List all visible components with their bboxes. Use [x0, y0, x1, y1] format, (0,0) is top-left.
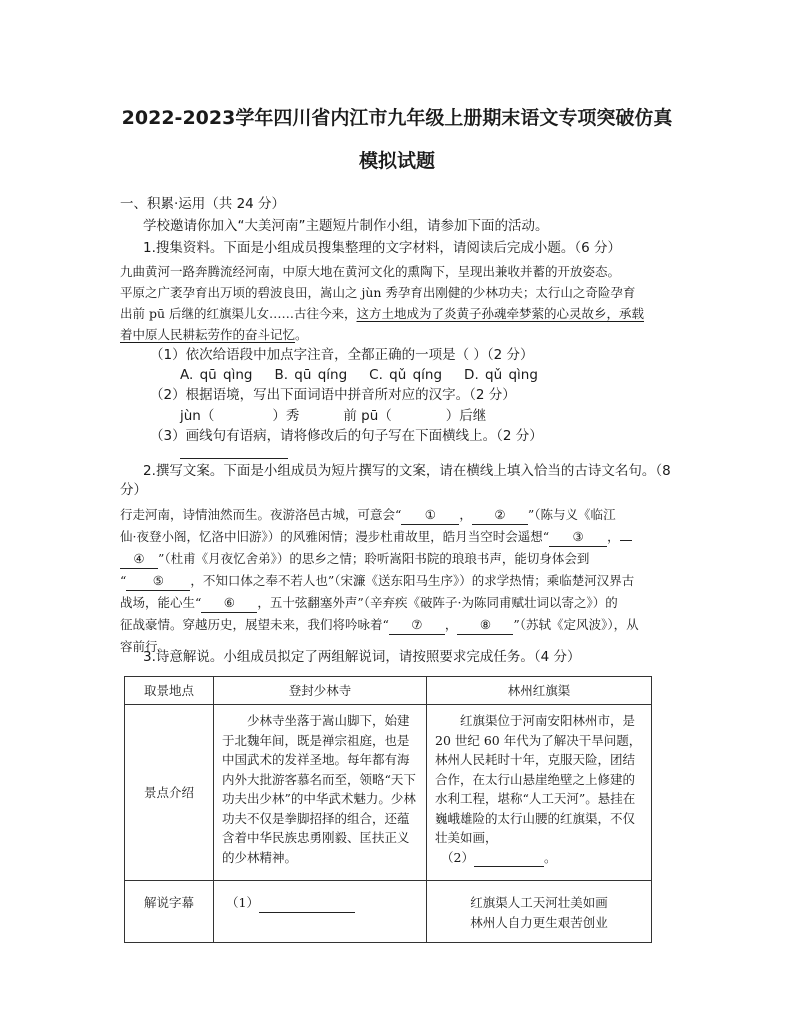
header-hongqiqu: 林州红旗渠: [427, 677, 652, 705]
blank-6[interactable]: ⑥: [201, 594, 257, 613]
answer-line[interactable]: [180, 458, 288, 459]
copy-line-6: [120, 616, 639, 635]
copy-text: ”（苏轼《定风波》），从: [513, 617, 639, 632]
copy-text: ，五十弦翻塞外声”（辛弃疾《破阵子·为陈同甫赋壮词以寄之》）的: [257, 595, 618, 610]
copy-text: ”（陈与义《临江: [527, 507, 616, 522]
caption-line-1: 红旗渠人工天河壮美如画: [470, 895, 608, 910]
option-b[interactable]: B. qū qíng: [274, 367, 348, 383]
copy-text: ，: [607, 529, 620, 544]
blank-4[interactable]: ④: [120, 550, 158, 569]
passage-line-2: 平原之广袤孕育出万顷的碧波良田，嵩山之 jùn 秀孕育出刚健的少林功夫；太行山之奇险孕育: [120, 285, 636, 300]
blank-4-start[interactable]: [620, 540, 632, 541]
hongqiqu-blank-row: [427, 848, 651, 874]
underlined-sentence: 这方土地成为了炎黄子孙魂牵梦萦的心灵故乡，承载: [356, 306, 645, 321]
blank-2-label: （2）: [441, 849, 474, 865]
option-d[interactable]: D. qǔ qìng: [464, 367, 538, 383]
question-1-prompt: 1.搜集资料。下面是小组成员搜集整理的文字材料，请阅读后完成小题。（6 分）: [143, 240, 622, 256]
underlined-sentence-end: 着中原人民耕耘劳作的奋斗记忆: [120, 327, 296, 342]
copy-text: 征战豪情。穿越历史，展望未来，我们将吟咏着“: [120, 617, 389, 632]
caption-blank-cell: [214, 881, 427, 943]
row-caption-label: 解说字幕: [125, 881, 214, 943]
pinyin-jun: jùn（: [180, 408, 215, 424]
blank-1[interactable]: ①: [401, 506, 459, 525]
sub-question-2: （2）根据语境，写出下面词语中拼音所对应的汉字。（2 分）: [150, 387, 516, 403]
section-intro: 学校邀请你加入“大美河南”主题短片制作小组，请参加下面的活动。: [143, 218, 549, 234]
copy-text: ，不知口体之奉不若人也”（宋濂《送东阳马生序》）的求学热情；乘临楚河汉界古: [190, 573, 635, 588]
copy-line-7: 容前行。: [120, 639, 171, 654]
blank-2-period: 。: [543, 849, 557, 865]
section-heading: 一、积累·运用（共 24 分）: [120, 196, 286, 212]
option-a[interactable]: A. qū qìng: [180, 367, 253, 383]
option-c[interactable]: C. qǔ qíng: [369, 367, 443, 383]
row-intro-label: 景点介绍: [125, 705, 214, 881]
caption-line-2: 林州人自力更生艰苦创业: [470, 914, 608, 930]
shaolin-intro-cell: [214, 705, 427, 881]
question-2-prompt-cont: 分）: [120, 482, 147, 498]
copy-text: ，: [444, 617, 458, 632]
copy-line-1: [120, 506, 616, 525]
passage-line-3: [120, 305, 644, 323]
copy-line-2: [120, 528, 632, 547]
commentary-table: [124, 676, 652, 943]
caption-blank-line[interactable]: [259, 898, 355, 913]
copy-line-3: [120, 550, 589, 569]
sub-question-1: （1）依次给语段中加点字注音，全都正确的一项是（ ）（2 分）: [150, 347, 534, 363]
copy-text: ”（杜甫《月夜忆舍弟》）的思乡之情；聆听嵩阳书院的琅琅书声，能切身体会到: [158, 551, 590, 566]
question-3-prompt: 3.诗意解说。小组成员拟定了两组解说词，请按照要求完成任务。（4 分）: [143, 649, 581, 665]
passage-line-4: [120, 326, 308, 344]
page-title: 2022-2023学年四川省内江市九年级上册期末语文专项突破仿真: [121, 107, 673, 129]
copy-text: “: [120, 573, 127, 588]
copy-line-5: [120, 594, 618, 613]
hongqiqu-intro: 红旗渠位于河南安阳林州市，是 20 世纪 60 年代为了解决干旱问题，林州人民耗时十年，克服天险，团结合作，在太行山悬崖绝壁之上修建的水利工程，堪称“人工天河”。悬挂在巍峨雄险的太行山腰的红旗渠，不仅壮美如画，: [435, 713, 642, 845]
page-subtitle: 模拟试题: [358, 150, 435, 172]
passage-period: 。: [295, 327, 308, 342]
copy-line-4: [120, 572, 634, 591]
copy-text: ，: [459, 507, 472, 522]
caption-blank-label: （1）: [226, 895, 259, 910]
blank-7[interactable]: ⑦: [389, 616, 445, 635]
blank-8[interactable]: ⑧: [457, 616, 513, 635]
passage-text: 出前 pū 后继的红旗渠儿女……古往今来，: [120, 306, 357, 321]
options-row: [180, 366, 538, 384]
shaolin-intro: 少林寺坐落于嵩山脚下，始建于北魏年间，既是禅宗祖庭，也是中国武术的发祥圣地。每年都有海内外大批游客慕名而至，领略“天下功夫出少林”的中华武术魅力。少林功夫不仅是拳脚招择的组合，还蕴含着中华民族忠勇刚毅、匡扶正义的少林精神。: [222, 713, 416, 865]
blank-5[interactable]: ⑤: [126, 572, 190, 591]
blank-2-line[interactable]: [474, 852, 544, 867]
hongqiqu-intro-cell: [427, 705, 652, 881]
pinyin-blanks-row: [180, 407, 486, 425]
blank-3[interactable]: ③: [549, 528, 607, 547]
copy-text: 战场，能心生“: [120, 595, 202, 610]
word-xiu: ）秀: [272, 408, 300, 424]
header-shaolin: 登封少林寺: [214, 677, 427, 705]
pinyin-pu: 前 pū（: [343, 408, 392, 424]
word-houji: ）后继: [445, 408, 487, 424]
question-2-prompt: 2.撰写文案。下面是小组成员为短片撰写的文案，请在横线上填入恰当的古诗文名句。（8: [143, 463, 671, 479]
blank-2[interactable]: ②: [472, 506, 528, 525]
sub-question-3: （3）画线句有语病，请将修改后的句子写在下面横线上。（2 分）: [150, 428, 543, 444]
copy-text: 仙·夜登小阁，忆洛中旧游》）的风雅闲情；漫步杜甫故里，皓月当空时会遥想“: [120, 529, 550, 544]
passage-line-1: 九曲黄河一路奔腾流经河南，中原大地在黄河文化的熏陶下，呈现出兼收并蓄的开放姿态。: [120, 264, 621, 279]
caption-cell: [427, 881, 652, 943]
header-location: 取景地点: [125, 677, 214, 705]
copy-text: 行走河南，诗情油然而生。夜游洛邑古城，可意会“: [120, 507, 402, 522]
